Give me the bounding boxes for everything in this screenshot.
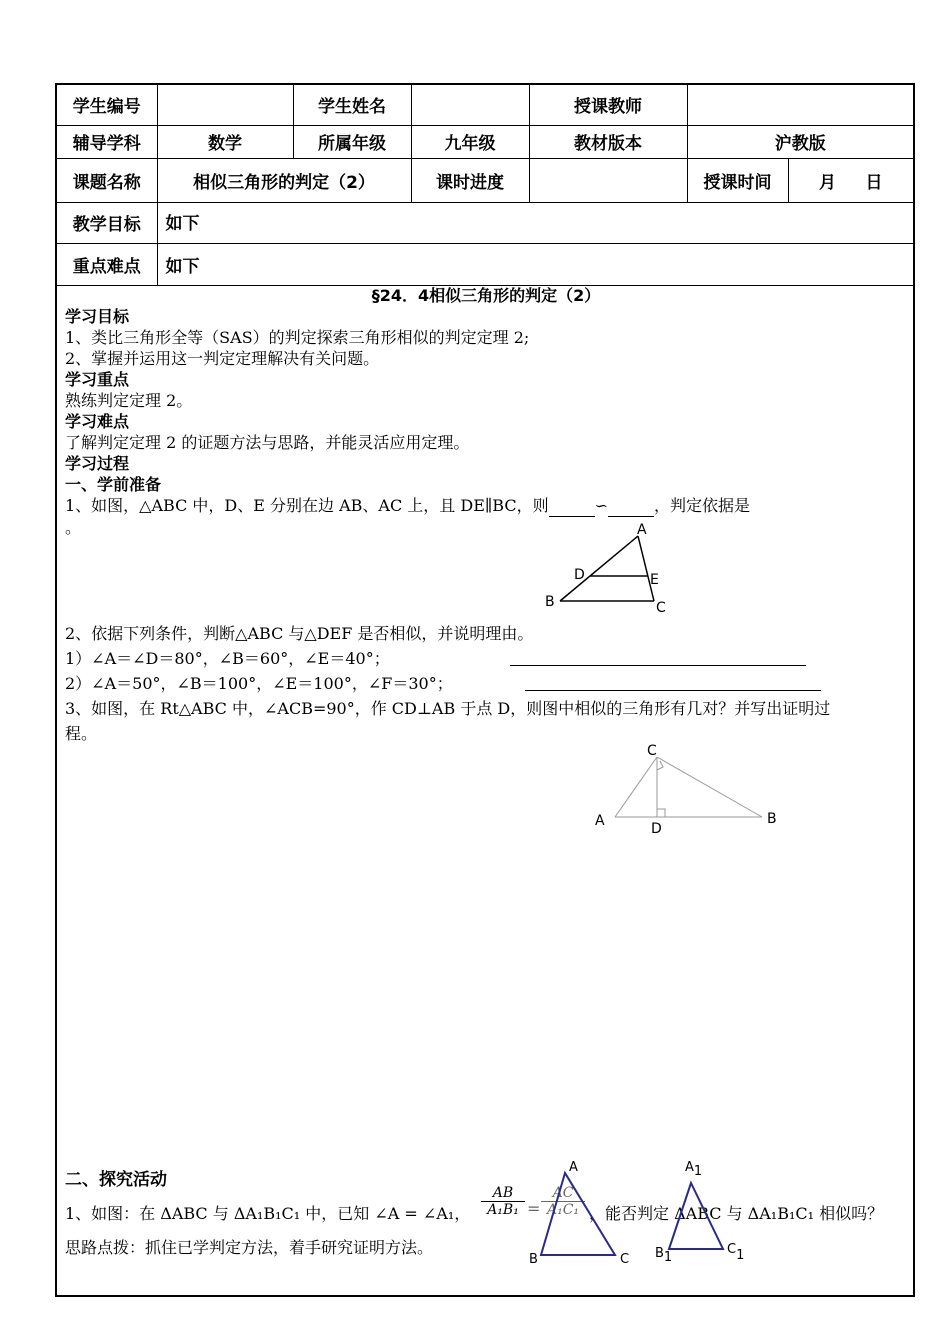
label-B: B xyxy=(529,1252,538,1267)
label-A: A xyxy=(595,813,605,829)
answer-blank[interactable] xyxy=(525,690,821,691)
triangle-A1B1C1-figure xyxy=(649,1157,759,1269)
label-E: E xyxy=(650,572,659,588)
key-value: 如下 xyxy=(157,243,913,285)
difficulty-heading: 学习难点 xyxy=(65,412,130,431)
lesson-title: §24．4相似三角形的判定（2） xyxy=(371,286,601,305)
time-value[interactable] xyxy=(788,158,913,202)
label-A: A xyxy=(569,1160,578,1175)
goal-label: 教学目标 xyxy=(57,202,157,243)
answer-blank[interactable] xyxy=(510,665,806,666)
difficulty-text: 了解判定定理 2 的证题方法与思路，并能灵活应用定理。 xyxy=(65,433,470,452)
teacher-value[interactable] xyxy=(687,85,913,125)
time-label: 授课时间 xyxy=(687,158,788,202)
key-label: 重点难点 xyxy=(57,243,157,285)
student-name-value[interactable] xyxy=(411,85,529,125)
question-2-1: 1）∠A＝∠D＝80°，∠B＝60°，∠E＝40°； xyxy=(65,646,907,671)
teacher-label: 授课教师 xyxy=(529,85,687,125)
student-id-label: 学生编号 xyxy=(57,85,157,125)
question-3-line2: 程。 xyxy=(65,724,98,743)
label-D: D xyxy=(651,821,662,837)
focus-text: 熟练判定定理 2。 xyxy=(65,391,193,410)
topic-value: 相似三角形的判定（2） xyxy=(157,158,411,202)
label-C1: C1 xyxy=(727,1242,745,1263)
goal-value: 如下 xyxy=(157,202,913,243)
textbook-value: 沪教版 xyxy=(687,125,913,158)
prep-heading: 一、学前准备 xyxy=(65,475,162,494)
grade-value: 九年级 xyxy=(411,125,529,158)
document-frame xyxy=(55,83,915,1297)
question-2: 2、依据下列条件，判断△ABC 与△DEF 是否相似，并说明理由。 xyxy=(65,624,534,643)
goal-2: 2、掌握并运用这一判定定理解决有关问题。 xyxy=(65,349,380,368)
label-C: C xyxy=(620,1252,630,1267)
label-C: C xyxy=(647,743,657,759)
day-label: 日 xyxy=(865,172,883,193)
topic-label: 课题名称 xyxy=(57,158,157,202)
grade-label: 所属年级 xyxy=(293,125,411,158)
process-heading: 学习过程 xyxy=(65,454,130,473)
subject-value: 数学 xyxy=(157,125,293,158)
ratio-fraction-2: AC A₁C₁ xyxy=(541,1185,585,1218)
header-table xyxy=(57,85,913,286)
question-3-line1: 3、如图，在 Rt△ABC 中，∠ACB=90°，作 CD⊥AB 于点 D，则图中相似的三角形有几对？并写出证明过 xyxy=(65,699,831,718)
right-triangle-figure xyxy=(587,740,787,840)
label-C: C xyxy=(656,600,666,616)
question-1-end: 。 xyxy=(65,518,82,537)
label-A: A xyxy=(637,522,647,538)
label-B: B xyxy=(545,594,555,610)
subject-label: 辅导学科 xyxy=(57,125,157,158)
triangle-figure-1 xyxy=(542,522,672,616)
label-D: D xyxy=(574,567,585,583)
triangle-ABC-figure xyxy=(525,1157,635,1269)
focus-heading: 学习重点 xyxy=(65,370,130,389)
textbook-label: 教材版本 xyxy=(529,125,687,158)
explore-question-1-end: ，能否判定 ΔABC 与 ΔA₁B₁C₁ 相似吗？ xyxy=(589,1204,884,1223)
answer-blank[interactable] xyxy=(549,495,595,517)
ratio-fraction-1: AB A₁B₁ xyxy=(481,1185,525,1218)
questions-2-3 xyxy=(65,621,907,746)
student-name-label: 学生姓名 xyxy=(293,85,411,125)
equals-sign: = xyxy=(527,1199,541,1218)
student-id-value[interactable] xyxy=(157,85,293,125)
explore-heading: 二、探究活动 xyxy=(65,1170,167,1190)
progress-label: 课时进度 xyxy=(411,158,529,202)
question-1: 1、如图，△ABC 中，D、E 分别在边 AB、AC 上，且 DE∥BC，则 ∽ ，判定依据是 xyxy=(65,496,751,515)
label-B1: B1 xyxy=(655,1246,673,1265)
answer-blank[interactable] xyxy=(608,495,654,517)
month-label: 月 xyxy=(818,172,836,193)
lesson-content xyxy=(65,285,907,538)
label-B: B xyxy=(767,811,777,827)
label-A1: A1 xyxy=(685,1160,703,1179)
progress-value[interactable] xyxy=(529,158,687,202)
goals-heading: 学习目标 xyxy=(65,307,130,326)
explore-hint: 思路点拨：抓住已学判定方法，着手研究证明方法。 xyxy=(65,1238,434,1257)
goal-1: 1、类比三角形全等（SAS）的判定探索三角形相似的判定定理 2; xyxy=(65,328,530,347)
explore-question-1: 1、如图：在 ΔABC 与 ΔA₁B₁C₁ 中，已知 ∠A = ∠A₁， xyxy=(65,1204,471,1223)
question-2-2: 2）∠A＝50°，∠B＝100°，∠E＝100°，∠F＝30°； xyxy=(65,671,907,696)
